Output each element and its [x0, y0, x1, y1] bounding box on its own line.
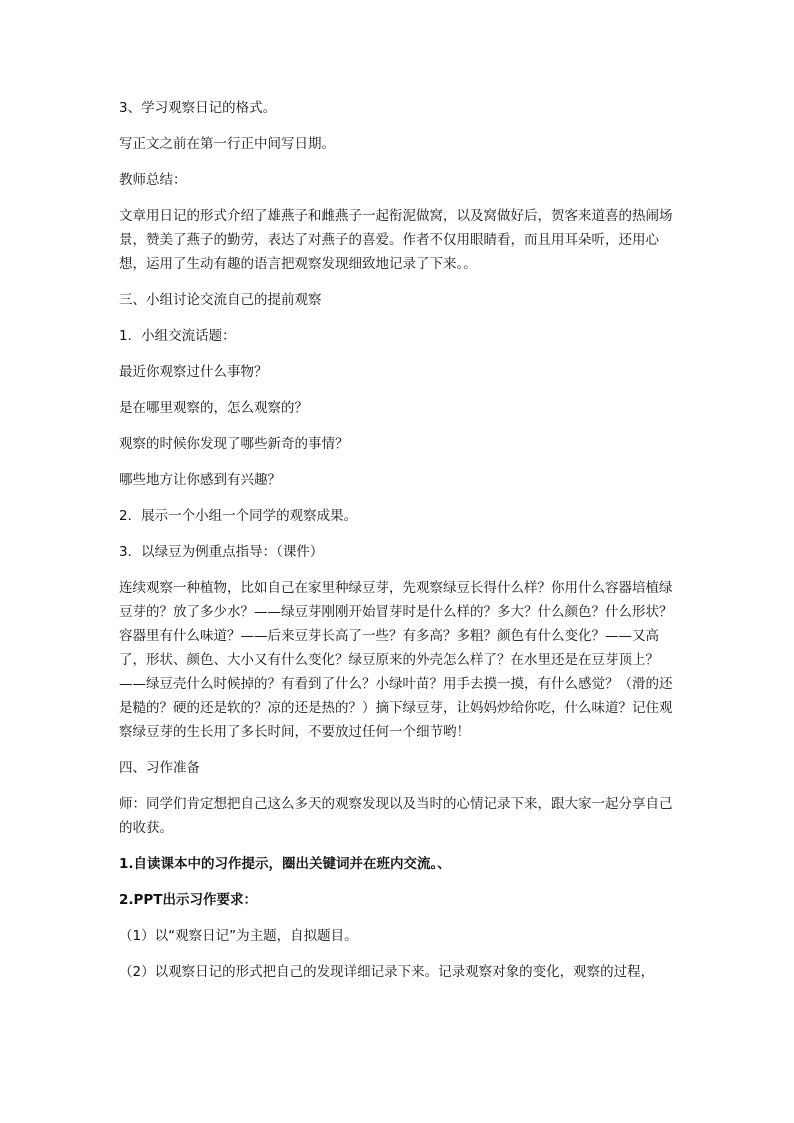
paragraph-requirement-1: （1）以“观察日记”为主题，自拟题目。: [119, 928, 358, 944]
paragraph-step-1: 1.自读课本中的习作提示，圈出关键词并在班内交流。、: [119, 856, 451, 872]
paragraph-teacher-intro: 师：同学们肯定想把自己这么多天的观察发现以及当时的心情记录下来，跟大家一起分享自己的收获。: [119, 796, 673, 836]
paragraph-step-2: 2.PPT出示习作要求：: [119, 892, 258, 908]
paragraph-date-instruction: 写正文之前在第一行正中间写日期。: [119, 136, 335, 152]
paragraph-teacher-summary-label: 教师总结：: [119, 172, 187, 188]
section-heading-writing-prep: 四、习作准备: [119, 760, 200, 776]
paragraph-mung-bean-guidance: 3．以绿豆为例重点指导：（课件）: [119, 544, 324, 560]
paragraph-mung-bean-example: 连续观察一种植物，比如自己在家里种绿豆芽，先观察绿豆长得什么样？你用什么容器培植绿豆芽的？放了多少水？——绿豆芽刚刚开始冒芽时是什么样的？多大？什么颜色？什么形状？容器里有什么味道？——后来豆芽长高了一些？有多高？多粗？颜色有什么变化？——又高了，形状、颜色、大小又有什么变化？绿豆原来的外壳怎么样了？在水里还是在豆芽顶上？——绿豆壳什么时候掉的？有看到了什么？小绿叶苗？用手去摸一摸，有什么感觉？（滑的还是糙的？硬的还是软的？凉的还是热的？）摘下绿豆芽，让妈妈炒给你吃，什么味道？记住观察绿豆芽的生长用了多长时间，不要放过任何一个细节哟！: [119, 580, 673, 740]
paragraph-teacher-summary: 文章用日记的形式介绍了雄燕子和雌燕子一起衔泥做窝，以及窝做好后，贺客来道喜的热闹场景，赞美了燕子的勤劳，表达了对燕子的喜爱。作者不仅用眼睛看，而且用耳朵听，还用心想，运用了生动有趣的语言把观察发现细致地记录了下来。。: [119, 208, 673, 272]
paragraph-requirement-2: （2）以观察日记的形式把自己的发现详细记录下来。记录观察对象的变化，观察的过程，: [119, 964, 655, 980]
paragraph-topics-label: 1．小组交流话题：: [119, 328, 236, 344]
paragraph-question-1: 最近你观察过什么事物？: [119, 364, 268, 380]
paragraph-question-2: 是在哪里观察的，怎么观察的？: [119, 400, 308, 416]
paragraph-show-results: 2．展示一个小组一个同学的观察成果。: [119, 508, 358, 524]
paragraph-question-3: 观察的时候你发现了哪些新奇的事情？: [119, 436, 349, 452]
paragraph-question-4: 哪些地方让你感到有兴趣？: [119, 472, 281, 488]
paragraph-format-heading: 3、学习观察日记的格式。: [119, 100, 277, 116]
document-page: [119, 96, 679, 984]
section-heading-group-discussion: 三、小组讨论交流自己的提前观察: [119, 292, 322, 308]
